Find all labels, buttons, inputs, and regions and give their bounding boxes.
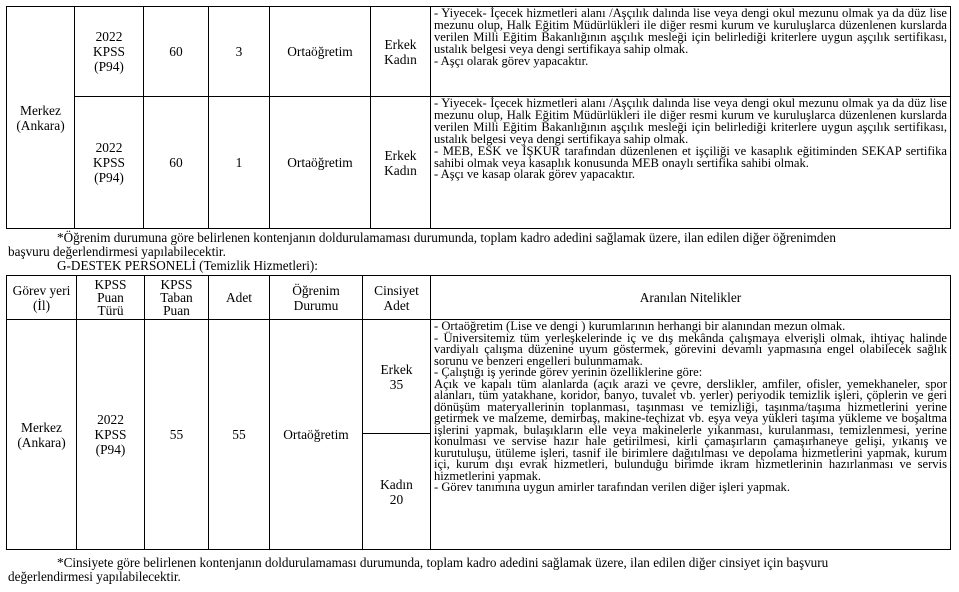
header-location bbox=[7, 276, 77, 320]
table-row bbox=[7, 97, 951, 229]
header-line: Adet bbox=[383, 297, 410, 313]
education-quota-note-cont: başvuru değerlendirmesi yapılabilecektir. bbox=[8, 244, 226, 259]
education-quota-note: *Öğrenim durumuna göre belirlenen kontenjanın doldurulamaması durumunda, toplam kadro adedini sağlamak üzere, ilan edilen diğer öğrenimden bbox=[57, 230, 836, 245]
requirement-item: - Çalıştığı iş yerinde görev yerinin özelliklerine göre: bbox=[434, 365, 703, 379]
education-cell: Ortaöğretim bbox=[270, 7, 371, 97]
table-row bbox=[7, 320, 951, 434]
female-count: 20 bbox=[389, 491, 404, 507]
header-count: Adet bbox=[209, 276, 270, 320]
header-line: (İl) bbox=[32, 297, 51, 313]
kpss-label: KPSS bbox=[92, 44, 125, 59]
kitchen-staff-table bbox=[6, 6, 951, 229]
gender-cell bbox=[371, 97, 431, 229]
requirement-item: - MEB, ESK ve İŞKUR tarafından düzenlenen et işçiliği ve kasaplık eğitiminden SEKAP sertifika sahibi olmak veya kasaplık konusunda MEB onaylı sertifika sahibi olmak. bbox=[434, 143, 947, 170]
header-line: Türü bbox=[97, 303, 124, 318]
location-cell bbox=[7, 7, 75, 229]
requirements-cell bbox=[431, 7, 951, 97]
education-cell: Ortaöğretim bbox=[270, 97, 371, 229]
gender-male: Erkek bbox=[380, 361, 413, 377]
kpss-type-cell bbox=[75, 97, 144, 229]
kpss-year: 2022 bbox=[95, 29, 123, 44]
header-requirements: Aranılan Nitelikler bbox=[431, 276, 951, 320]
header-line: Öğrenim bbox=[292, 282, 340, 298]
location-line: Merkez bbox=[20, 102, 61, 118]
cleaning-staff-table bbox=[6, 275, 951, 550]
count-cell: 1 bbox=[209, 97, 270, 229]
gender-male: Erkek bbox=[384, 36, 417, 52]
female-count-cell bbox=[363, 434, 431, 550]
requirement-item: - Aşçı olarak görev yapacaktır. bbox=[434, 53, 589, 68]
header-line: Puan bbox=[163, 303, 190, 318]
count-cell: 55 bbox=[209, 320, 270, 550]
gender-female: Kadın bbox=[384, 162, 417, 178]
base-score-cell: 60 bbox=[144, 7, 209, 97]
gender-female: Kadın bbox=[384, 51, 417, 67]
header-education bbox=[270, 276, 363, 320]
header-base-score bbox=[145, 276, 209, 320]
kpss-type-cell bbox=[77, 320, 145, 550]
requirement-item: - Aşçı ve kasap olarak görev yapacaktır. bbox=[434, 167, 636, 182]
header-line: Durumu bbox=[293, 297, 339, 313]
kpss-label: KPSS bbox=[92, 155, 125, 170]
gender-quota-note: *Cinsiyete göre belirlenen kontenjanın doldurulamaması durumunda, toplam kadro adedini sağlamak üzere, ilan edilen diğer cinsiyet için başvuru bbox=[57, 555, 829, 570]
gender-female: Kadın bbox=[380, 476, 413, 492]
kpss-code: (P94) bbox=[94, 59, 124, 74]
gender-male: Erkek bbox=[384, 147, 417, 163]
header-kpss-type bbox=[77, 276, 145, 320]
header-line: Taban bbox=[160, 290, 193, 305]
header-line: Puan bbox=[97, 290, 124, 305]
kpss-type-cell bbox=[75, 7, 144, 97]
requirement-item: - Üniversitemiz tüm yerleşkelerinde iç ve dış mekânda çalışmaya elverişli olmak, ihtiyaç halinde vardiyalı çalışma düzenine uyum göstermek, görevini devamlı yapmasına engel olabilecek sağlık sorunu ve benzeri engelleri bulunmamak. bbox=[434, 330, 947, 368]
header-line: Cinsiyet bbox=[374, 282, 419, 298]
header-row bbox=[7, 276, 951, 320]
requirement-item: - Yiyecek- İçecek hizmetleri alanı /Aşçılık dalında lise veya dengi okul mezunu olmak ya da düz lise mezunu olup, Halk Eğitim Müdürlükleri ile diğer resmi kurum ve kuruluşlarca düzenlenen kurslarda verilen Milli Eğitim Bakanlığının aşçılık mesleği için belirlediği kriterlere uygun aşçılık sertifikası, ustalık belgesi veya dengi sertifikaya sahip olmak. bbox=[434, 6, 947, 56]
kpss-year: 2022 bbox=[95, 140, 123, 155]
requirement-item: - Ortaöğretim (Lise ve dengi ) kurumlarının herhangi bir alanından mezun olmak. bbox=[434, 319, 846, 333]
kpss-year: 2022 bbox=[97, 412, 124, 427]
requirement-item: Açık ve kapalı tüm alanlarda (açık arazi ve çevre, derslikler, amfiler, ofisler, yemekhaneler, spor alanları, tüm yatakhane, koridor, banyo, tuvalet vb. yerler) periyodik temizlik işleri, çöplerin ve geri dönüşüm materyallerinin toplanması, taşınması ve temizliği, taşınma/taşıma hizmetlerini yerine getirmek ve malzeme, demirbaş, makine-teçhizat vb. eşya veya yükleri taşıma yükleme ve boşaltma işlerini yapmak, bulaşıkların elle veya makinelerle yıkanması, kurulanması, temizlenmesi, yerine konulması ve servise hazır hale getirilmesi, kirli çamaşırların çamaşırhaneye gelişi, yıkanış ve kurutuluşu, ütüleme işleri, tasnif ile birimlere dağıtılması ve depolama hizmetlerini yapmak, kurum içi, kurum dışı evrak hizmetleri, bulunduğu birimde ikram hizmetlerinin hazırlanması ve servis hizmetlerini yapmak. bbox=[434, 376, 947, 483]
requirements-cell bbox=[431, 320, 951, 550]
location-line: (Ankara) bbox=[16, 117, 65, 133]
gender-quota-note-cont: değerlendirmesi yapılabilecektir. bbox=[8, 569, 181, 584]
requirement-item: - Yiyecek- İçecek hizmetleri alanı /Aşçılık dalında lise veya dengi okul mezunu olmak ya da düz lise mezunu olup, Halk Eğitim Müdürlükleri ile diğer resmi kurum ve kuruluşlarca düzenlenen kurslarda verilen Milli Eğitim Bakanlığının aşçılık mesleği için belirlediği kriterlere uygun aşçılık sertifikası, ustalık belgesi veya dengi sertifikaya sahip olmak. bbox=[434, 96, 947, 146]
kpss-label: KPSS bbox=[94, 427, 127, 442]
requirements-cell bbox=[431, 97, 951, 229]
kpss-code: (P94) bbox=[95, 442, 126, 457]
requirement-item: - Görev tanımına uygun amirler tarafından verilen diğer işleri yapmak. bbox=[434, 480, 790, 494]
header-line: Görev yeri bbox=[12, 282, 71, 298]
header-line: KPSS bbox=[160, 277, 193, 292]
location-cell bbox=[7, 320, 77, 550]
base-score-cell: 55 bbox=[145, 320, 209, 550]
male-count: 35 bbox=[389, 376, 404, 392]
location-line: Merkez bbox=[21, 419, 62, 435]
location-line: (Ankara) bbox=[17, 434, 66, 450]
base-score-cell: 60 bbox=[144, 97, 209, 229]
header-gender-count bbox=[363, 276, 431, 320]
male-count-cell bbox=[363, 320, 431, 434]
gender-cell bbox=[371, 7, 431, 97]
table-row bbox=[7, 7, 951, 97]
header-line: KPSS bbox=[94, 277, 127, 292]
count-cell: 3 bbox=[209, 7, 270, 97]
education-cell: Ortaöğretim bbox=[270, 320, 363, 550]
kpss-code: (P94) bbox=[94, 170, 124, 185]
section-title: G-DESTEK PERSONELİ (Temizlik Hizmetleri): bbox=[57, 258, 318, 273]
